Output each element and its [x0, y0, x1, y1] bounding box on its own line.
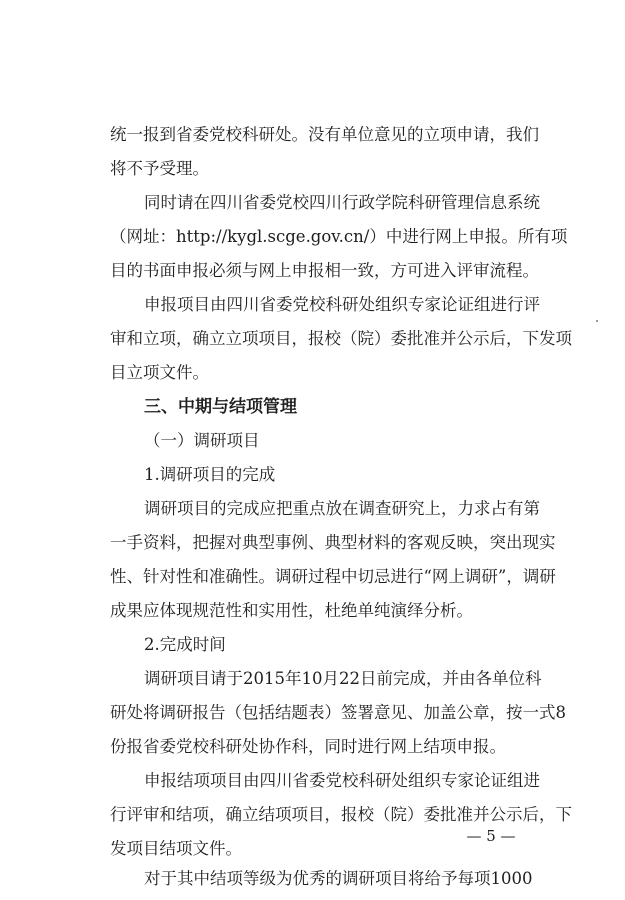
body-text-line: 统一报到省委党校科研处。没有单位意见的立项申请，我们	[110, 125, 539, 144]
body-text-line: 目的书面申报必须与网上申报相一致，方可进入评审流程。	[110, 261, 539, 280]
paragraph-first-line: 同时请在四川省委党校四川行政学院科研管理信息系统	[144, 193, 540, 212]
body-text-line: 行评审和结项，确立结项项目，报校（院）委批准并公示后，下	[110, 805, 572, 824]
item-heading: 2.完成时间	[144, 635, 226, 654]
subsection-heading: （一）调研项目	[144, 431, 260, 450]
body-text-line: 性、针对性和准确性。调研过程中切忌进行“网上调研”，调研	[110, 567, 556, 586]
body-text-line: 发项目结项文件。	[110, 839, 242, 858]
paragraph-first-line: 申报项目由四川省委党校科研处组织专家论证组进行评	[144, 295, 540, 314]
item-heading: 1.调研项目的完成	[144, 465, 276, 484]
body-text-line: 份报省委党校科研处协作科，同时进行网上结项申报。	[110, 737, 506, 756]
paragraph-first-line: 申报结项项目由四川省委党校科研处组织专家论证组进	[144, 771, 540, 790]
section-heading: 三、中期与结项管理	[144, 397, 297, 417]
body-text-line: 成果应体现规范性和实用性，杜绝单纯演绎分析。	[110, 601, 473, 620]
paragraph-first-line: 调研项目请于2015年10月22日前完成，并由各单位科	[144, 669, 542, 688]
paragraph-first-line: 对于其中结项等级为优秀的调研项目将给予每项1000	[144, 869, 533, 888]
scan-speck	[596, 320, 598, 322]
body-text-line: 研处将调研报告（包括结题表）签署意见、加盖公章，按一式8	[110, 703, 566, 722]
paragraph-first-line: 调研项目的完成应把重点放在调查研究上，力求占有第	[144, 499, 540, 518]
body-text-line: 一手资料，把握对典型事例、典型材料的客观反映，突出现实	[110, 533, 556, 552]
body-text-line: 目立项文件。	[110, 363, 209, 382]
body-text-line: 将不予受理。	[110, 159, 209, 178]
body-text-line: （网址：http://kygl.scge.gov.cn/）中进行网上申报。所有项	[110, 227, 568, 246]
body-text-line: 审和立项，确立立项项目，报校（院）委批准并公示后，下发项	[110, 329, 572, 348]
page-number: — 5 —	[466, 827, 516, 845]
